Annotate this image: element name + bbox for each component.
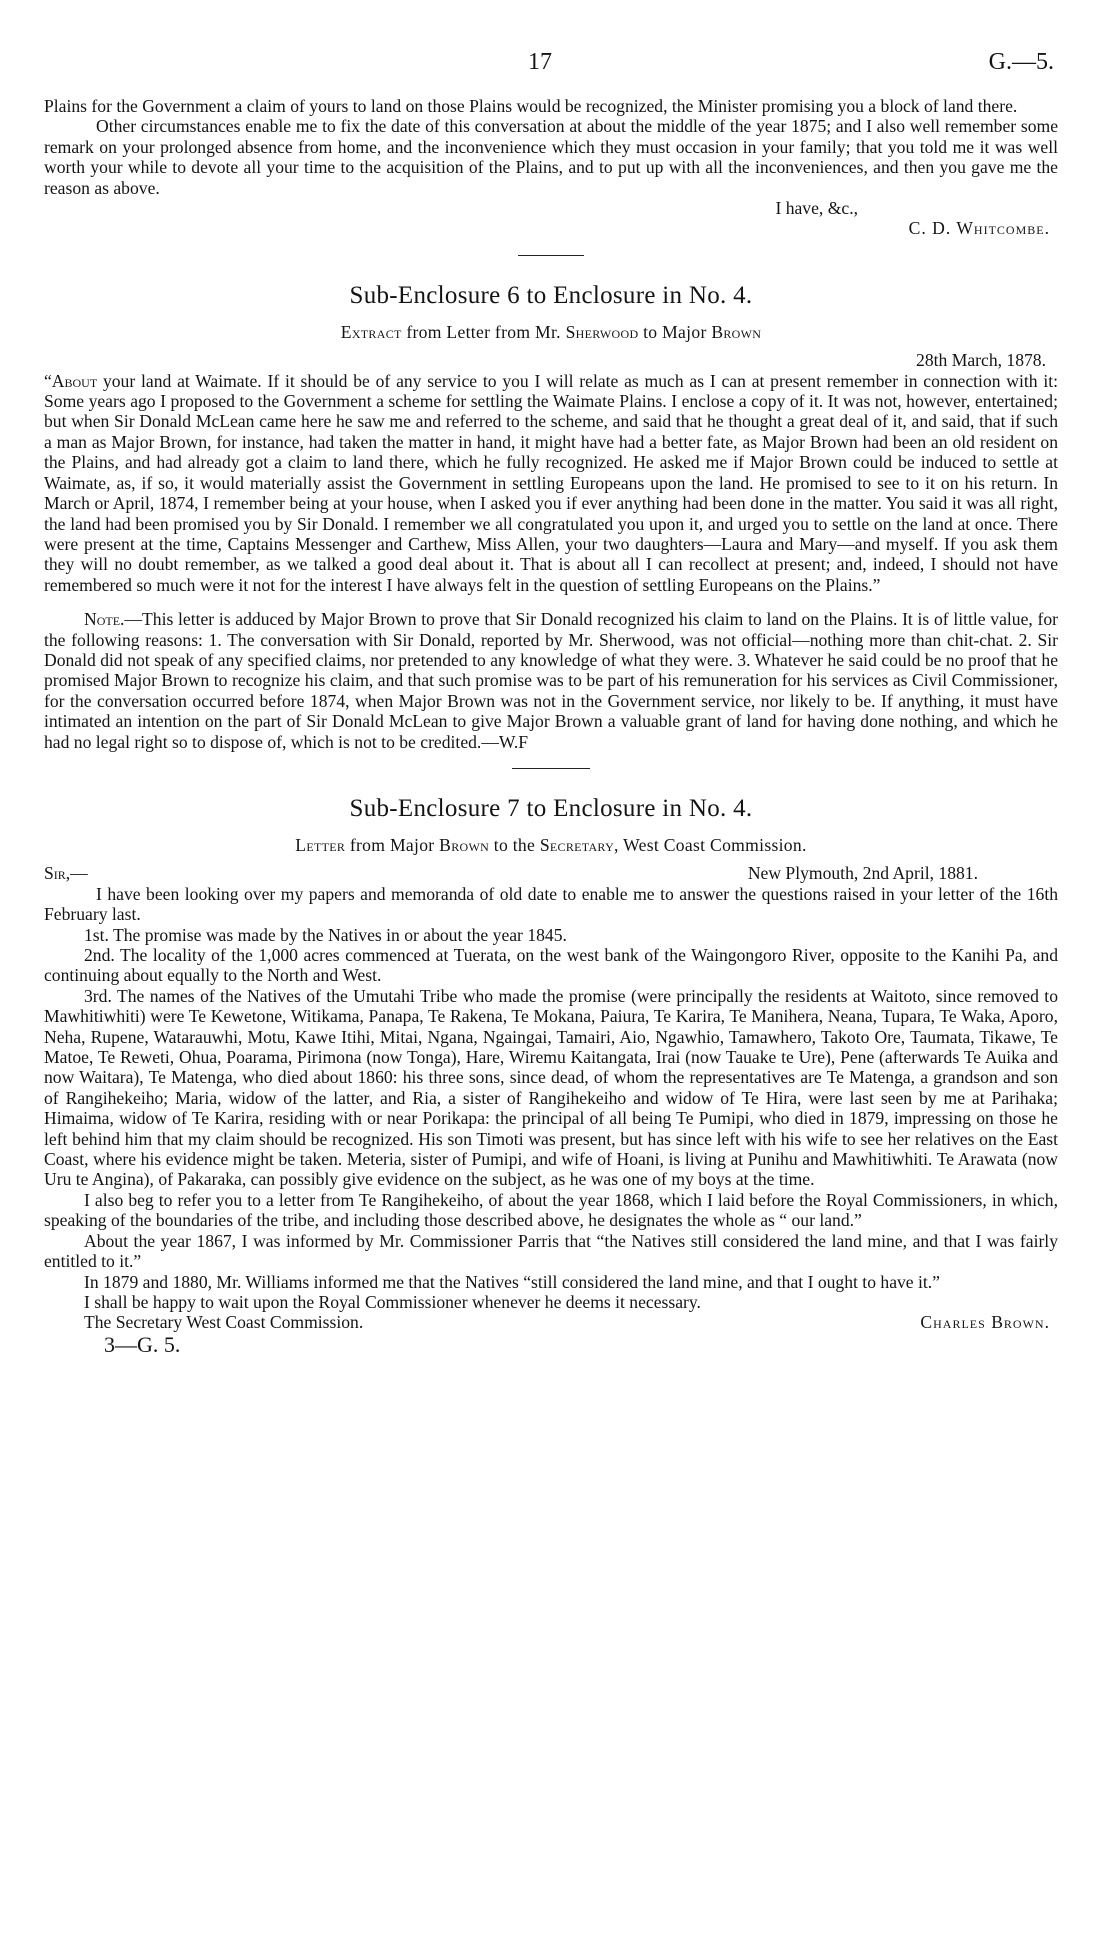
paragraph: Other circumstances enable me to fix the date of this conversation at about the middle of the year 1875; and I also well remember some remark on your prolonged absence from home, and the inconvenience which they must occasion in your family; that you told me it was well worth your while to devote all your time to the acquisition of the Plains, and to put up with all the inconveniences, and then you gave me the reason as above.: [44, 116, 1058, 198]
letter-continuation: [44, 96, 1058, 239]
salutation-row: [44, 863, 1058, 883]
paragraph: 1st. The promise was made by the Natives in or about the year 1845.: [84, 924, 567, 945]
closing-row: [44, 1312, 1058, 1332]
place-date: New Plymouth, 2nd April, 1881.: [747, 863, 978, 884]
sub-enclosure-6: [44, 282, 1058, 752]
note-paragraph: Note.—This letter is adduced by Major Brown to prove that Sir Donald recognized his claim to land on the Plains. It is of little value, for the following reasons: 1. The conversation with Sir Donald, reported by Mr. Sherwood, was not official—nothing more than chit-chat. 2. Sir Donald did not speak of any specified claims, nor pretended to any knowledge of what they were. 3. Whatever he said could be no proof that he promised Major Brown to recognize his claim, and that such promise was to be part of his remuneration for his services as Civil Commissioner, for the conversation occurred before 1874, when Major Brown was not in the Government service, nor likely to be. If anything, it must have intimated an intention on the part of Sir Donald McLean to give Major Brown a valuable grant of land for having done nothing, and which he had no legal right so to dispose of, which is not to be credited.—W.F: [44, 609, 1058, 752]
section-divider: [512, 768, 590, 769]
paragraph: In 1879 and 1880, Mr. Williams informed me that the Natives “still considered the land mine, and that I ought to have it.”: [84, 1271, 940, 1292]
closing: I have, &c.,: [775, 198, 858, 219]
paragraph: I have been looking over my papers and memoranda of old date to enable me to answer the questions raised in your letter of the 16th February last.: [44, 883, 1058, 925]
section-heading: Sub-Enclosure 6 to Enclosure in No. 4.: [349, 281, 753, 309]
paragraph: Plains for the Government a claim of yours to land on those Plains would be recognized, the Minister promising you a block of land there.: [44, 96, 1018, 116]
salutation: Sir,—: [44, 863, 88, 884]
letter-body: “About your land at Waimate. If it should be of any service to you I will relate as much as I can at present remember in connection with it: Some years ago I proposed to the Government a scheme for settling the Waimate Plains. I enclose a copy of it. It was not, however, entertained; but when Sir Donald McLean came here he saw me and referred to the scheme, and said that he thought a great deal of it, and said, that if such a man as Major Brown, for instance, had taken the matter in hand, it might have had a better fate, as Major Brown had been an old resident on the Plains, and had already got a claim to land there, which he fully recognized. He asked me if Major Brown could be induced to settle at Waimate, as, if so, it would materially assist the Government in settling Europeans upon the land. He promised to see to it on his return. In March or April, 1874, I remember being at your house, when I asked you if ever anything had been done in the matter. You said it was all right, the land had been promised you by Sir Donald. I remember we all congratulated you upon it, and urged you to settle on the land at once. There were present at the time, Captains Messenger and Carthew, Miss Allen, your two daughters—Laura and Mary—and myself. If you ask them they will no doubt remember, as we talked a good deal about it. That is about all I can recollect at present; and, indeed, I should not have remembered so much were it not for the interest I have always felt in the question of settling Europeans on the Plains.”: [44, 370, 1058, 595]
section-subtitle: Letter from Major Brown to the Secretary, West Coast Commission.: [295, 834, 807, 855]
letter-date: 28th March, 1878.: [916, 350, 1046, 371]
sub-enclosure-7: [44, 795, 1058, 1355]
paragraph: I shall be happy to wait upon the Royal Commissioner whenever he deems it necessary.: [84, 1291, 701, 1312]
page-number: 17: [528, 49, 552, 75]
paragraph: About the year 1867, I was informed by Mr. Commissioner Parris that “the Natives still considered the land mine, and that I was fairly entitled to it.”: [44, 1230, 1058, 1272]
document-reference: G.—5.: [988, 49, 1054, 75]
signature-brown: Charles Brown.: [920, 1312, 1050, 1333]
section-divider: [518, 255, 584, 256]
page-header: [44, 44, 1058, 96]
paragraph: 2nd. The locality of the 1,000 acres commenced at Tuerata, on the west bank of the Waingongoro River, opposite to the Kanihi Pa, and continuing about equally to the North and West.: [44, 945, 1058, 986]
signature-mark: 3—G. 5.: [104, 1331, 181, 1357]
section-subtitle: Extract from Letter from Mr. Sherwood to Major Brown: [340, 321, 762, 342]
signature-whitcombe: C. D. Whitcombe.: [908, 218, 1050, 239]
paragraph: 3rd. The names of the Natives of the Umutahi Tribe who made the promise (were principally the residents at Waitoto, since removed to Mawhitiwhiti) were Te Kewetone, Witikama, Panapa, Te Rakena, Te Mokana, Paiura, Te Karira, Te Manihera, Neana, Tupara, Te Waka, Aporo, Neha, Rupene, Watarauwhi, Motu, Kawe Itihi, Mitai, Ngana, Ngaingai, Tamairi, Aio, Ngawhio, Tamawhero, Takoto Ore, Taumata, Tikawe, Te Matoe, Te Reweti, Ohua, Poarama, Pirimona (now Tonga), Hare, Wiremu Kaitangata, Irai (now Tauake te Ure), Pene (afterwards Te Auika and now Waitara), Te Matenga, who died about 1860: his three sons, since dead, of whom the representatives are Te Matenga, a grandson and son of Rangihekeiho; Maria, widow of the latter, and Ria, a sister of Rangihekeiho and widow of Te Hira, were last seen by me at Parihaka; Himaima, widow of Te Karira, residing with or near Porikapa: the principal of all being Te Pumipi, who died in 1879, impressing on those he left behind him that my claim should be recognized. His son Timoti was present, but has since left with his wife to see her relatives on the East Coast, where his evidence might be taken. Meteria, sister of Pumipi, and wife of Hoani, is living at Punihu and Mawhitiwhiti. Te Arawata (now Uru te Angina), of Pakaraka, can possibly give evidence on the subject, as he was one of my boys at the time.: [44, 985, 1058, 1190]
paragraph: I also beg to refer you to a letter from Te Rangihekeiho, of about the year 1868, which I laid before the Royal Commissioners, in which, speaking of the boundaries of the tribe, and including those described above, he designates the whole as “ our land.”: [44, 1189, 1058, 1231]
section-heading: Sub-Enclosure 7 to Enclosure in No. 4.: [349, 794, 753, 822]
addressee: The Secretary West Coast Commission.: [84, 1312, 364, 1333]
